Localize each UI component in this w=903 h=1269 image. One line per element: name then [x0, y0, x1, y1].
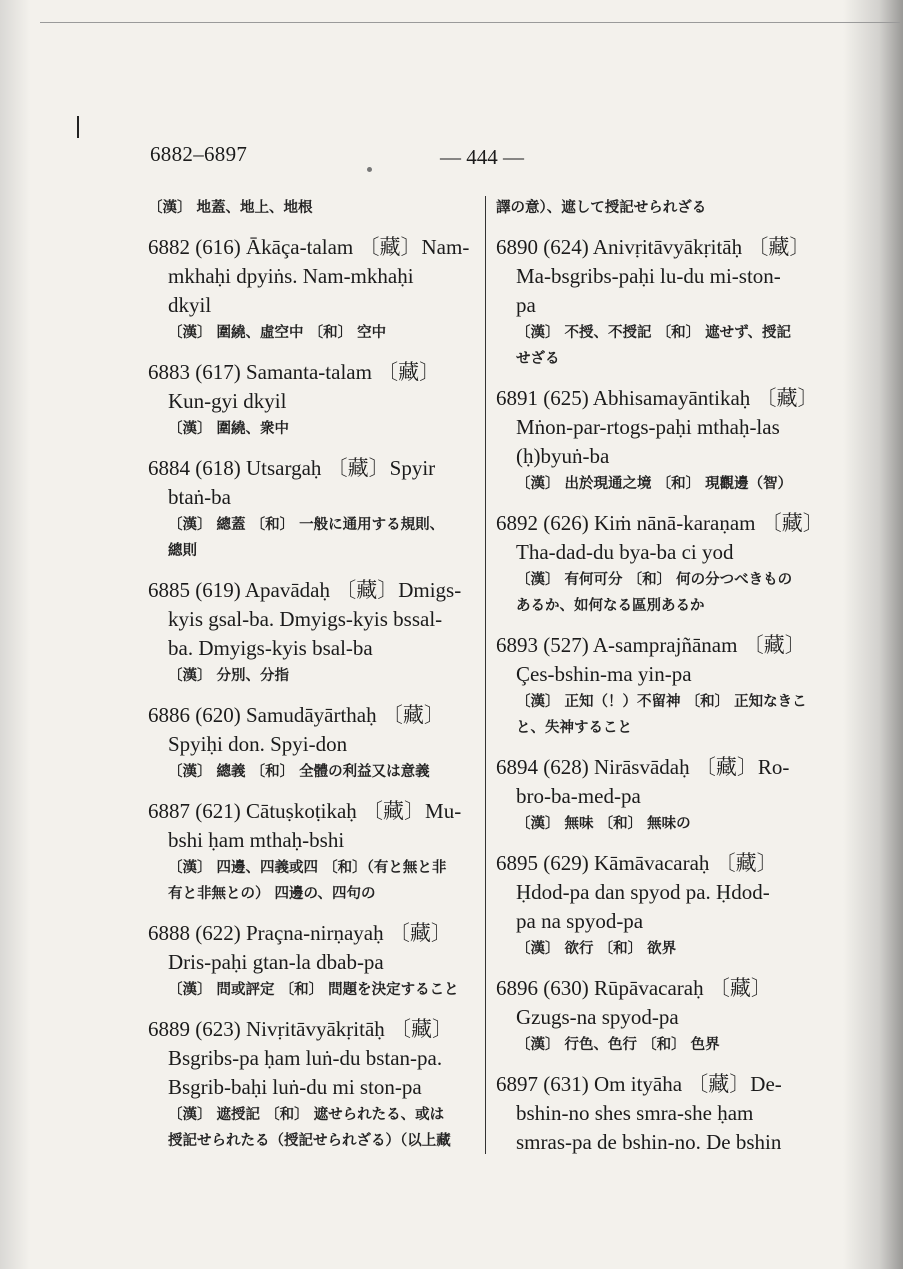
entry-continuation-line: bro-ba-med-pa	[516, 784, 641, 808]
dictionary-entry	[496, 1070, 828, 1157]
entry-translation-line: 〔漢〕 圍繞、虛空中 〔和〕 空中	[168, 325, 387, 341]
entry-translation-line: せざる	[516, 351, 560, 367]
entry-headword-line: 6897 (631) Om ityāha 〔藏〕De-	[496, 1072, 782, 1096]
page-shadow-right	[843, 0, 903, 1269]
entry-headword-line: 6895 (629) Kāmāvacaraḥ 〔藏〕	[496, 851, 778, 875]
dictionary-entry	[496, 974, 828, 1058]
dictionary-entry	[496, 753, 828, 837]
margin-mark	[77, 116, 79, 138]
entry-continuation-line: Bsgrib-baḥi luṅ-du mi ston-pa	[168, 1075, 422, 1099]
entry-headword-line: 6888 (622) Praçna-nirṇayaḥ 〔藏〕	[148, 921, 452, 945]
entry-continuation-line: Ma-bsgribs-paḥi lu-du mi-ston-	[516, 264, 781, 288]
dictionary-entry	[148, 358, 476, 442]
entry-continuation-line: bshin-no shes smra-she ḥam	[516, 1101, 754, 1125]
entry-translation-line: 〔漢〕 行色、色行 〔和〕 色界	[516, 1037, 720, 1053]
entry-continuation-line: Mṅon-par-rtogs-paḥi mthaḥ-las	[516, 415, 780, 439]
entry-headword-line: 6892 (626) Kiṁ nānā-karaṇam 〔藏〕	[496, 511, 824, 535]
dictionary-entry	[148, 797, 476, 907]
page-top-edge	[40, 22, 900, 23]
entry-headword-line: 6882 (616) Ākāça-talam 〔藏〕Nam-	[148, 235, 470, 259]
entry-translation-line: 〔漢〕 不授、不授記 〔和〕 遮せず、授記	[516, 325, 791, 341]
entry-continuation-line: Gzugs-na spyod-pa	[516, 1005, 679, 1029]
left-column	[148, 195, 476, 1166]
entry-translation-line: 有と非無との） 四邊の、四句の	[168, 886, 376, 902]
entry-translation-line: 授記せられたる（授記せられざる）（以上藏	[168, 1133, 451, 1149]
entry-translation-line: 〔漢〕 總義 〔和〕 全體の利益又は意義	[168, 764, 430, 780]
entry-continuation-line: Ḥdod-pa dan spyod pa. Ḥdod-	[516, 880, 770, 904]
entry-headword-line: 6887 (621) Cātuṣkoṭikaḥ 〔藏〕Mu-	[148, 799, 462, 823]
dictionary-entry	[496, 509, 828, 619]
entry-translation-line: 〔漢〕 總蓋 〔和〕 一般に通用する規則、	[168, 517, 445, 533]
entry-continuation-line: (ḥ)byuṅ-ba	[516, 444, 610, 468]
column-divider	[485, 196, 486, 1154]
entry-headword-line: 6891 (625) Abhisamayāntikaḥ 〔藏〕	[496, 386, 819, 410]
entry-translation-line: 〔漢〕 無味 〔和〕 無味の	[516, 816, 691, 832]
dictionary-entry	[148, 454, 476, 564]
entry-headword-line: 6893 (527) A-samprajñānam 〔藏〕	[496, 633, 806, 657]
entry-continuation-line: Dris-paḥi gtan-la dbab-pa	[168, 950, 384, 974]
right-column	[496, 195, 828, 1169]
entry-headword-line: 6889 (623) Nivṛitāvyākṛitāḥ 〔藏〕	[148, 1017, 454, 1041]
entry-translation-line: 〔漢〕 欲行 〔和〕 欲界	[516, 941, 677, 957]
running-head: 6882–6897	[150, 142, 248, 166]
entry-continuation-line: smras-pa de bshin-no. De bshin	[516, 1130, 782, 1154]
dictionary-entry	[148, 195, 476, 221]
entry-continuation-line: pa na spyod-pa	[516, 909, 644, 933]
dictionary-entry	[496, 233, 828, 372]
entry-translation-line: と、失神すること	[516, 720, 632, 736]
entry-continuation-line: kyis gsal-ba. Dmyigs-kyis bssal-	[168, 607, 443, 631]
dictionary-entry	[496, 195, 828, 221]
dictionary-entry	[148, 701, 476, 785]
dictionary-entry	[496, 849, 828, 962]
entry-continuation-line: Spyiḥi don. Spyi-don	[168, 732, 348, 756]
dictionary-entry	[496, 631, 828, 741]
entry-headword-line: 6883 (617) Samanta-talam 〔藏〕	[148, 360, 441, 384]
entry-continuation-line: dkyil	[168, 293, 212, 317]
entry-translation-line: あるか、如何なる區別あるか	[516, 598, 705, 614]
entry-headword-line: 6886 (620) Samudāyārthaḥ 〔藏〕	[148, 703, 445, 727]
entry-continuation-line: ba. Dmyigs-kyis bsal-ba	[168, 636, 373, 660]
entry-headword-line: 6884 (618) Utsargaḥ 〔藏〕Spyir	[148, 456, 436, 480]
entry-continuation-line: Tha-dad-du bya-ba ci yod	[516, 540, 734, 564]
entry-headword-line: 6894 (628) Nirāsvādaḥ 〔藏〕Ro-	[496, 755, 790, 779]
entry-translation-line: 〔漢〕 四邊、四義或四 〔和〕（有と無と非	[168, 860, 447, 876]
dictionary-entry	[148, 919, 476, 1003]
dictionary-entry	[496, 384, 828, 497]
entry-translation-line: 〔漢〕 遮授記 〔和〕 遮せられたる、或は	[168, 1107, 445, 1123]
stray-dot	[367, 167, 372, 172]
page-number: — 444 —	[440, 145, 524, 169]
entry-translation-line: 〔漢〕 有何可分 〔和〕 何の分つべきもの	[516, 572, 793, 588]
entry-continuation-line: Çes-bshin-ma yin-pa	[516, 662, 692, 686]
entry-translation-line: 〔漢〕 地蓋、地上、地根	[148, 200, 313, 216]
entry-continuation-line: Bsgribs-pa ḥam luṅ-du bstan-pa.	[168, 1046, 443, 1070]
entry-headword-line: 6890 (624) Anivṛitāvyākṛitāḥ 〔藏〕	[496, 235, 811, 259]
entry-translation-line: 〔漢〕 出於現通之境 〔和〕 現觀邊（智）	[516, 476, 793, 492]
entry-continuation-line: btaṅ-ba	[168, 485, 231, 509]
entry-continuation-line: bshi ḥam mthaḥ-bshi	[168, 828, 345, 852]
dictionary-entry	[148, 1015, 476, 1154]
entry-translation-line: 總則	[168, 543, 197, 559]
entry-continuation-line: pa	[516, 293, 536, 317]
entry-translation-line: 〔漢〕 圍繞、衆中	[168, 421, 290, 437]
entry-continuation-line: Kun-gyi dkyil	[168, 389, 287, 413]
entry-translation-line: 譯の意）、遮して授記せられざる	[496, 200, 707, 216]
dictionary-entry	[148, 233, 476, 346]
dictionary-entry	[148, 576, 476, 689]
entry-headword-line: 6885 (619) Apavādaḥ 〔藏〕Dmigs-	[148, 578, 462, 602]
entry-translation-line: 〔漢〕 問或評定 〔和〕 問題を決定すること	[168, 982, 459, 998]
entry-translation-line: 〔漢〕 分別、分指	[168, 668, 290, 684]
entry-headword-line: 6896 (630) Rūpāvacaraḥ 〔藏〕	[496, 976, 772, 1000]
entry-continuation-line: mkhaḥi dpyiṅs. Nam-mkhaḥi	[168, 264, 414, 288]
entry-translation-line: 〔漢〕 正知（！）不留神 〔和〕 正知なきこ	[516, 694, 807, 710]
page-shadow-left	[0, 0, 30, 1269]
